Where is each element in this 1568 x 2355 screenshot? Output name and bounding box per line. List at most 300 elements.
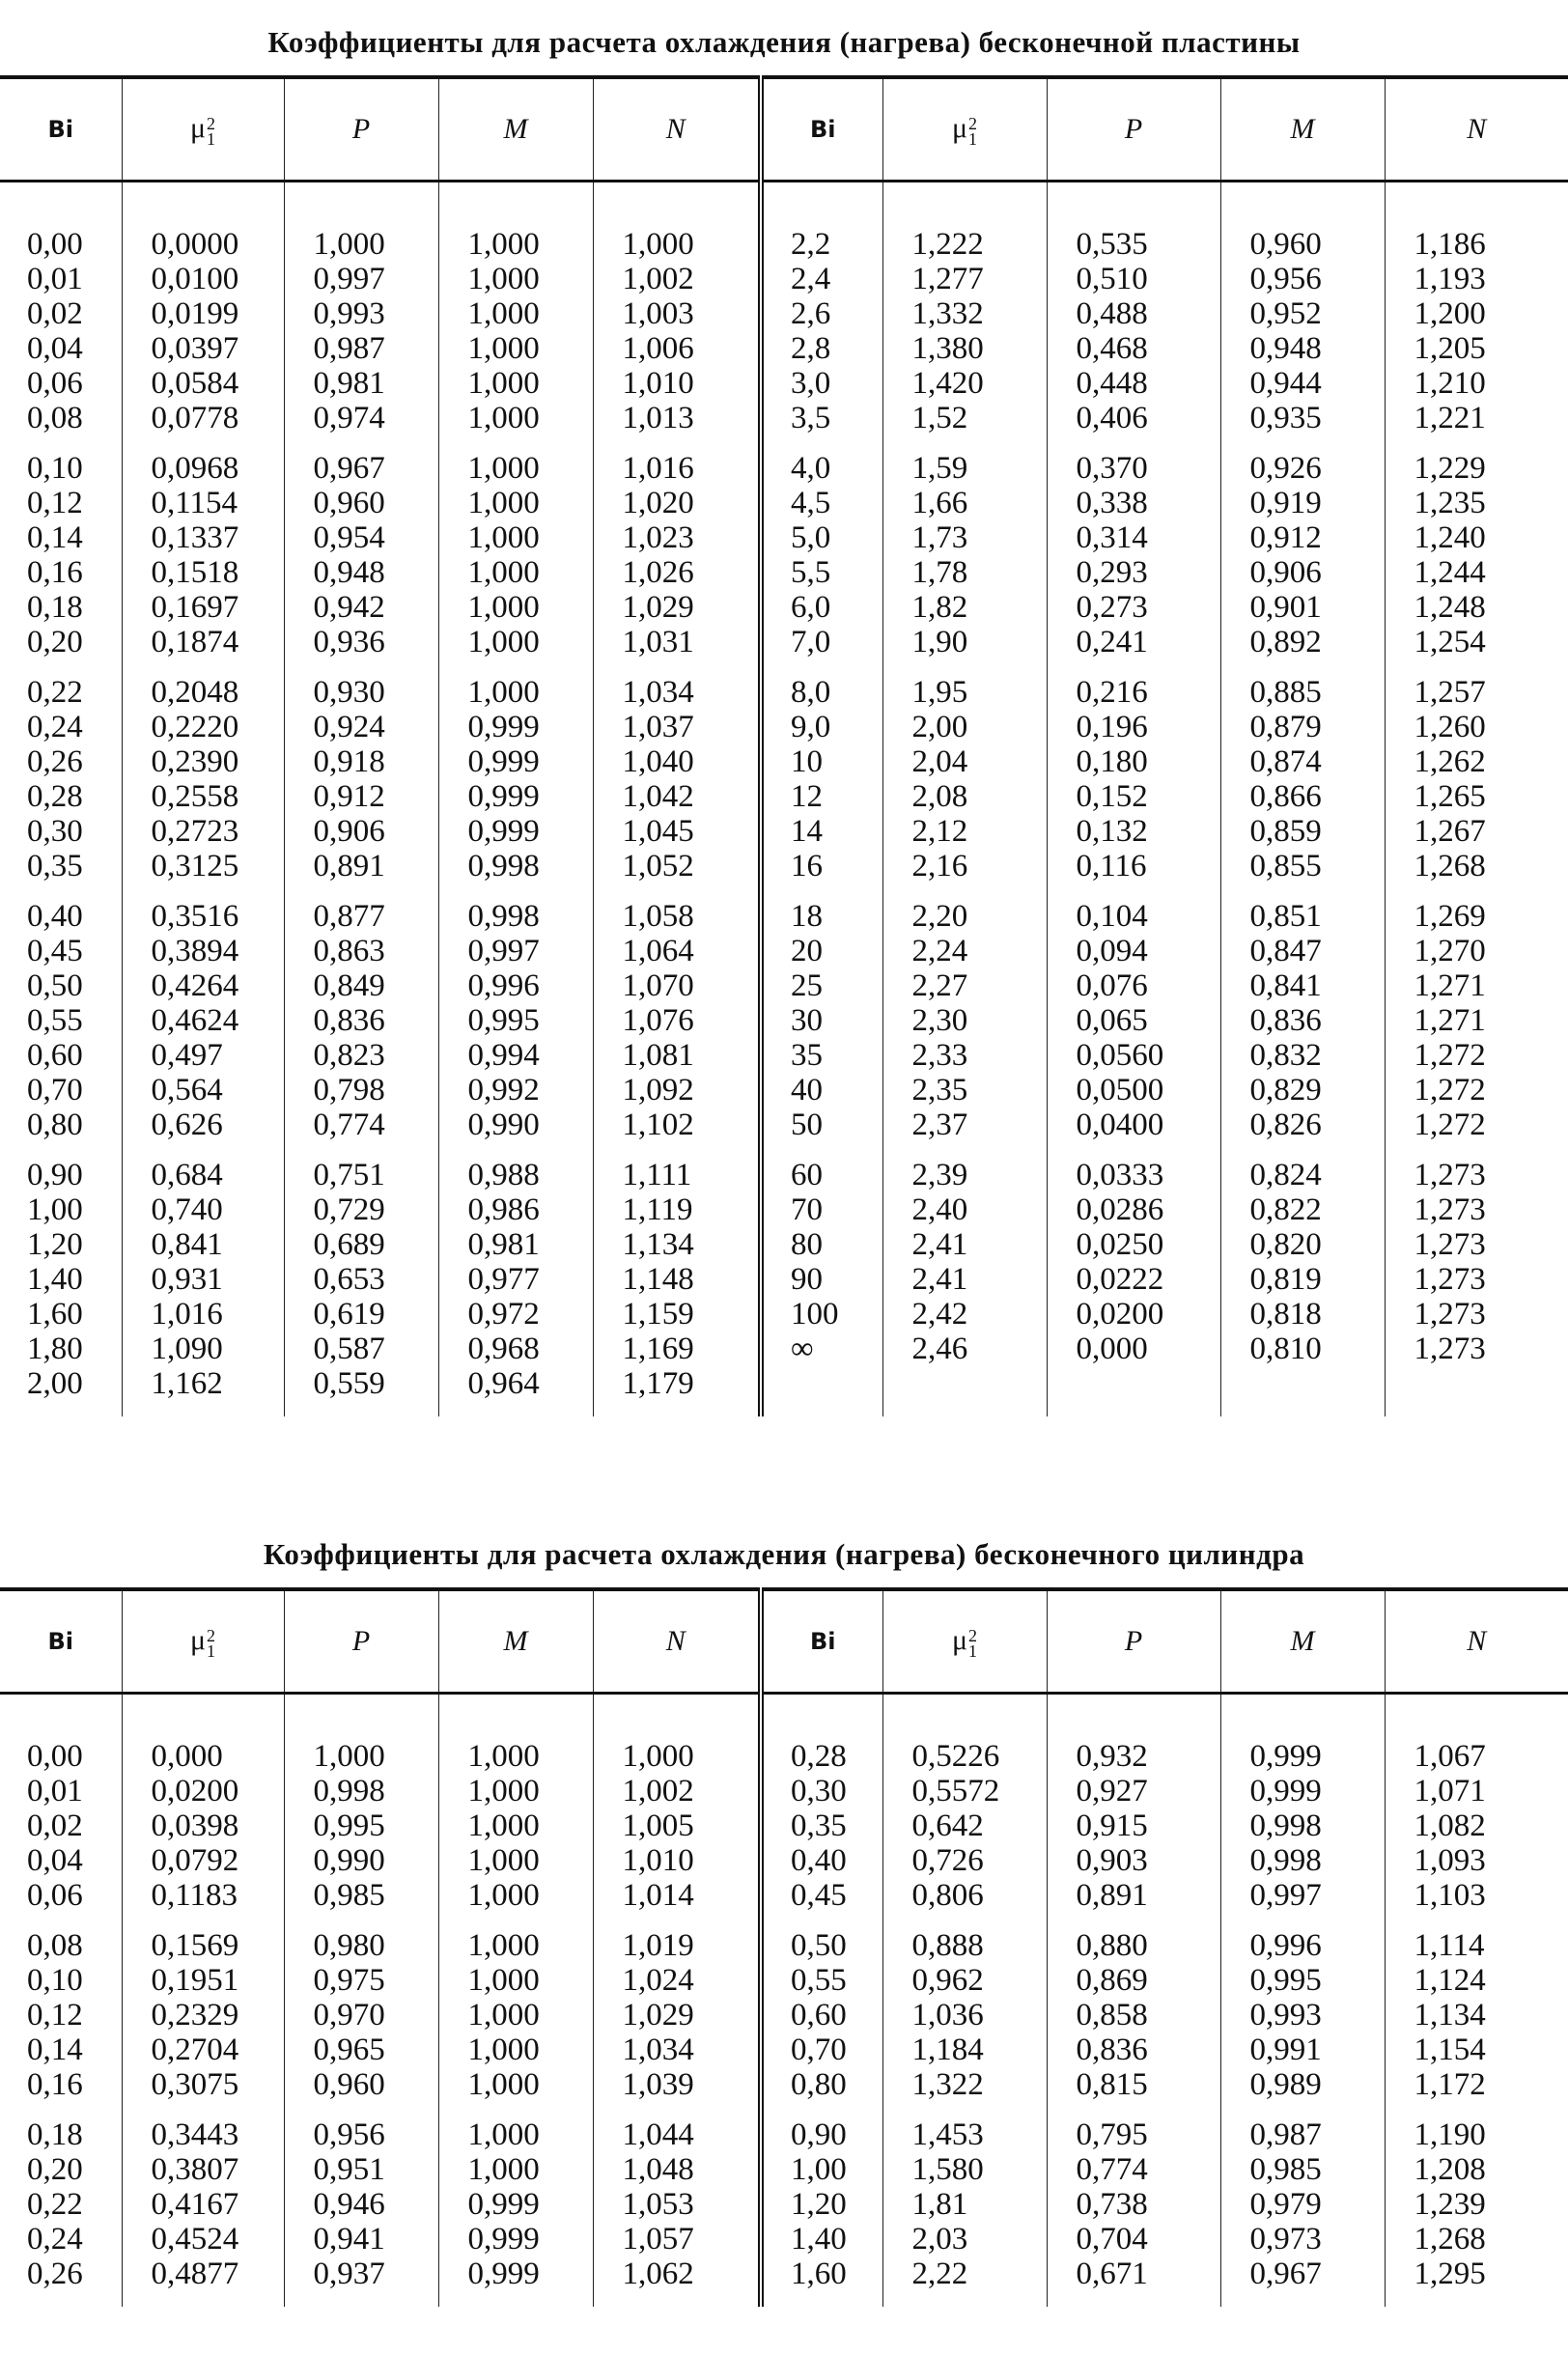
table-cell: 0,996 <box>1249 1928 1322 1963</box>
table-cell: 0,1697 <box>151 590 239 625</box>
plate-column-mu-left <box>122 227 284 1416</box>
table-cell: 0,55 <box>27 1003 83 1038</box>
table-cell: 0,948 <box>313 555 385 590</box>
table-cell: 1,268 <box>1414 849 1486 883</box>
table-cell: 0,990 <box>467 1107 540 1142</box>
table-cell: 0,01 <box>27 1774 83 1808</box>
plate-group-left-3 <box>623 899 759 1158</box>
plate-table-body <box>0 182 1568 1417</box>
table-cell: 0,930 <box>313 675 385 710</box>
table-cell: 0,14 <box>27 2033 83 2067</box>
table-cell: 0,22 <box>27 2187 83 2222</box>
plate-group-left-2 <box>623 675 759 899</box>
table-cell: 0,30 <box>791 1774 847 1808</box>
table-cell: 1,034 <box>622 675 694 710</box>
plate-header-m-left: M <box>438 77 593 182</box>
table-cell: 0,559 <box>313 1366 385 1401</box>
table-cell: 50 <box>791 1107 823 1142</box>
table-cell: 0,094 <box>1076 934 1148 968</box>
cylinder-group-left-2 <box>27 2117 122 2307</box>
table-cell: 0,0222 <box>1076 1262 1164 1297</box>
plate-data-row <box>0 227 1568 1416</box>
table-cell: 1,000 <box>467 2033 540 2067</box>
table-cell: 0,116 <box>1076 849 1147 883</box>
table-cell: 1,162 <box>151 1366 223 1401</box>
table-cell: 0,1951 <box>151 1963 239 1998</box>
table-cell: 0,906 <box>313 814 385 849</box>
cylinder-column-p-right <box>1047 1739 1220 2307</box>
table-cell: 0,999 <box>467 2222 540 2257</box>
table-cell: 1,60 <box>791 2257 847 2291</box>
table-cell: 1,20 <box>27 1227 83 1262</box>
table-cell: 1,239 <box>1414 2187 1486 2222</box>
table-cell: 1,092 <box>622 1073 694 1107</box>
table-cell: 1,058 <box>622 899 694 934</box>
table-cell: 0,000 <box>151 1739 223 1774</box>
table-cell: 0,956 <box>1249 262 1322 296</box>
table-cell: 1,010 <box>622 366 694 401</box>
table-cell: 0,196 <box>1076 710 1148 744</box>
cylinder-header-p-right: P <box>1047 1589 1220 1694</box>
table-cell: 1,269 <box>1414 899 1486 934</box>
table-cell: 0,975 <box>313 1963 385 1998</box>
table-cell: 1,159 <box>622 1297 694 1332</box>
table-cell: 0,06 <box>27 366 83 401</box>
plate-header-bi-right: Bi <box>761 77 882 182</box>
plate-group-left-4 <box>623 1158 759 1416</box>
table-cell: 0,0584 <box>151 366 239 401</box>
table-cell: 0,152 <box>1076 779 1148 814</box>
table-cell: 0,55 <box>791 1963 847 1998</box>
table-cell: 1,66 <box>911 486 968 520</box>
table-cell: 1,005 <box>622 1808 694 1843</box>
table-cell: 1,134 <box>622 1227 694 1262</box>
table-cell: 10 <box>791 744 823 779</box>
table-cell: 0,924 <box>313 710 385 744</box>
table-cell: 4,0 <box>791 451 831 486</box>
table-cell: 1,000 <box>467 555 540 590</box>
cylinder-header-n-right: N <box>1385 1589 1568 1694</box>
table-cell: 0,564 <box>151 1073 223 1107</box>
table-cell: 0,08 <box>27 1928 83 1963</box>
table-cell: 1,271 <box>1414 1003 1486 1038</box>
table-cell: 1,053 <box>622 2187 694 2222</box>
table-cell: 0,3516 <box>151 899 239 934</box>
table-cell: 0,50 <box>27 968 83 1003</box>
table-cell: 0,076 <box>1076 968 1148 1003</box>
table-cell: 0,885 <box>1249 675 1322 710</box>
table-cell: 2,27 <box>911 968 968 1003</box>
table-cell: 1,000 <box>467 625 540 659</box>
cylinder-group-right-1 <box>1077 1928 1220 2117</box>
table-cell: 2,37 <box>911 1107 968 1142</box>
plate-group-left-4 <box>152 1158 284 1416</box>
table-cell: 0,0398 <box>151 1808 239 1843</box>
table-cell: 1,093 <box>1414 1843 1486 1878</box>
plate-header-bi-left: Bi <box>0 77 122 182</box>
table-cell: 1,186 <box>1414 227 1486 262</box>
table-cell: 0,35 <box>27 849 83 883</box>
table-cell: 3,0 <box>791 366 831 401</box>
table-cell: 1,240 <box>1414 520 1486 555</box>
cylinder-column-p-left <box>284 1739 438 2307</box>
table-cell: 1,081 <box>622 1038 694 1073</box>
cylinder-table-header <box>0 1589 1568 1694</box>
table-cell: 2,39 <box>911 1158 968 1192</box>
table-cell: 1,000 <box>467 296 540 331</box>
table-cell: 2,03 <box>911 2222 968 2257</box>
table-cell: 1,000 <box>467 1739 540 1774</box>
table-cell: 0,960 <box>313 486 385 520</box>
table-cell: 0,0400 <box>1076 1107 1164 1142</box>
table-cell: 0,2329 <box>151 1998 239 2033</box>
table-cell: 3,5 <box>791 401 831 435</box>
table-cell: 0,946 <box>313 2187 385 2222</box>
plate-table-section <box>0 14 1568 1416</box>
plate-header-n-right: N <box>1385 77 1568 182</box>
table-cell: 0,689 <box>313 1227 385 1262</box>
cylinder-group-right-1 <box>1250 1928 1385 2117</box>
cylinder-column-m-right <box>1220 1739 1385 2307</box>
table-cell: 1,235 <box>1414 486 1486 520</box>
cylinder-group-right-2 <box>791 2117 882 2307</box>
table-cell: 0,932 <box>1076 1739 1148 1774</box>
plate-column-p-left <box>284 227 438 1416</box>
table-cell: 0,90 <box>27 1158 83 1192</box>
plate-group-right-0 <box>1414 227 1568 451</box>
table-cell: 0,926 <box>1249 451 1322 486</box>
table-cell: 1,272 <box>1414 1038 1486 1073</box>
table-cell: 1,019 <box>622 1928 694 1963</box>
table-cell: 0,991 <box>1249 2033 1322 2067</box>
table-cell: 1,000 <box>467 2067 540 2102</box>
table-cell: 5,5 <box>791 555 831 590</box>
table-cell: 0,0200 <box>151 1774 239 1808</box>
table-cell: 1,81 <box>911 2187 968 2222</box>
table-cell: 1,006 <box>622 331 694 366</box>
table-cell: 9,0 <box>791 710 831 744</box>
table-cell: 0,729 <box>313 1192 385 1227</box>
table-cell: 1,190 <box>1414 2117 1486 2152</box>
table-cell: 0,24 <box>27 2222 83 2257</box>
cylinder-group-right-0 <box>912 1739 1047 1928</box>
table-cell: 1,000 <box>467 1808 540 1843</box>
table-cell: ∞ <box>791 1332 814 1366</box>
table-cell: 0,70 <box>791 2033 847 2067</box>
cylinder-header-m-left: M <box>438 1589 593 1694</box>
table-cell: 2,20 <box>911 899 968 934</box>
table-cell: 1,322 <box>911 2067 984 2102</box>
table-cell: 1,076 <box>622 1003 694 1038</box>
table-cell: 0,370 <box>1076 451 1148 486</box>
table-cell: 0,26 <box>27 744 83 779</box>
table-cell: 1,000 <box>467 1963 540 1998</box>
table-cell: 0,10 <box>27 1963 83 1998</box>
table-cell: 1,154 <box>1414 2033 1486 2067</box>
table-cell: 1,064 <box>622 934 694 968</box>
table-cell: 0,912 <box>1249 520 1322 555</box>
table-cell: 1,024 <box>622 1963 694 1998</box>
table-cell: 0,970 <box>313 1998 385 2033</box>
table-cell: 35 <box>791 1038 823 1073</box>
table-cell: 0,45 <box>27 934 83 968</box>
table-cell: 0,960 <box>1249 227 1322 262</box>
table-cell: 80 <box>791 1227 823 1262</box>
table-cell: 0,937 <box>313 2257 385 2291</box>
table-cell: 1,111 <box>622 1158 692 1192</box>
plate-group-right-0 <box>1250 227 1385 451</box>
cylinder-header-mu-left: μ 2 1 <box>122 1589 284 1694</box>
table-cell: 0,22 <box>27 675 83 710</box>
table-cell: 2,42 <box>911 1297 968 1332</box>
table-cell: 0,28 <box>791 1739 847 1774</box>
table-cell: 0,24 <box>27 710 83 744</box>
table-cell: 0,901 <box>1249 590 1322 625</box>
table-cell: 1,000 <box>467 331 540 366</box>
table-cell: 0,0199 <box>151 296 239 331</box>
cylinder-group-left-0 <box>27 1739 122 1928</box>
table-cell: 0,832 <box>1249 1038 1322 1073</box>
table-cell: 0,948 <box>1249 331 1322 366</box>
table-cell: 0,80 <box>791 2067 847 2102</box>
table-cell: 0,0778 <box>151 401 239 435</box>
table-cell: 0,28 <box>27 779 83 814</box>
table-cell: 100 <box>791 1297 839 1332</box>
table-cell: 0,448 <box>1076 366 1148 401</box>
plate-table <box>0 75 1568 1416</box>
cylinder-group-right-1 <box>1414 1928 1568 2117</box>
plate-group-right-3 <box>1250 899 1385 1158</box>
table-cell: 0,619 <box>313 1297 385 1332</box>
table-cell: 0,892 <box>1249 625 1322 659</box>
table-cell: 0,981 <box>313 366 385 401</box>
table-cell: 0,1337 <box>151 520 239 555</box>
table-cell: 0,806 <box>911 1878 984 1913</box>
cylinder-table-title: Коэффициенты для расчета охлаждения (нагрева) бесконечного цилиндра <box>263 1537 1305 1571</box>
plate-group-left-0 <box>623 227 759 451</box>
table-cell: 0,879 <box>1249 710 1322 744</box>
table-cell: 1,082 <box>1414 1808 1486 1843</box>
table-cell: 6,0 <box>791 590 831 625</box>
table-cell: 0,4167 <box>151 2187 239 2222</box>
cylinder-column-n-right <box>1385 1739 1568 2307</box>
table-cell: 0,999 <box>467 814 540 849</box>
table-cell: 0,273 <box>1076 590 1148 625</box>
table-cell: 0,942 <box>313 590 385 625</box>
table-cell: 1,20 <box>791 2187 847 2222</box>
cylinder-table-section <box>0 1526 1568 2307</box>
table-cell: 0,2558 <box>151 779 239 814</box>
table-cell: 2,24 <box>911 934 968 968</box>
plate-group-left-2 <box>152 675 284 899</box>
cylinder-data-row <box>0 1739 1568 2307</box>
table-cell: 1,003 <box>622 296 694 331</box>
table-cell: 60 <box>791 1158 823 1192</box>
table-cell: 1,000 <box>467 227 540 262</box>
table-cell: 1,52 <box>911 401 968 435</box>
table-cell: 1,000 <box>467 401 540 435</box>
table-cell: 0,497 <box>151 1038 223 1073</box>
table-cell: 1,000 <box>467 1774 540 1808</box>
table-cell: 2,16 <box>911 849 968 883</box>
table-cell: 0,849 <box>313 968 385 1003</box>
plate-group-right-3 <box>912 899 1047 1158</box>
table-cell: 12 <box>791 779 823 814</box>
table-cell: 0,314 <box>1076 520 1148 555</box>
plate-column-mu-right <box>882 227 1047 1416</box>
table-cell: 0,874 <box>1249 744 1322 779</box>
table-cell: 1,208 <box>1414 2152 1486 2187</box>
table-cell: 0,989 <box>1249 2067 1322 2102</box>
table-cell: 1,453 <box>911 2117 984 2152</box>
table-cell: 0,065 <box>1076 1003 1148 1038</box>
table-cell: 0,795 <box>1076 2117 1148 2152</box>
table-cell: 0,35 <box>791 1808 847 1843</box>
table-cell: 0,16 <box>27 2067 83 2102</box>
table-cell: 0,981 <box>467 1227 540 1262</box>
table-cell: 0,4264 <box>151 968 239 1003</box>
table-cell: 0,0286 <box>1076 1192 1164 1227</box>
table-cell: 70 <box>791 1192 823 1227</box>
table-cell: 0,4624 <box>151 1003 239 1038</box>
table-cell: 0,964 <box>467 1366 540 1401</box>
table-cell: 0,751 <box>313 1158 385 1192</box>
table-cell: 0,836 <box>1076 2033 1148 2067</box>
plate-group-left-1 <box>314 451 438 675</box>
table-cell: 2,2 <box>791 227 831 262</box>
table-cell: 0,4877 <box>151 2257 239 2291</box>
cylinder-column-n-left <box>593 1739 761 2307</box>
table-cell: 0,20 <box>27 2152 83 2187</box>
table-cell: 0,180 <box>1076 744 1148 779</box>
table-cell: 0,998 <box>467 849 540 883</box>
plate-group-left-3 <box>27 899 122 1158</box>
plate-group-left-3 <box>152 899 284 1158</box>
table-cell: 1,134 <box>1414 1998 1486 2033</box>
table-cell: 0,993 <box>1249 1998 1322 2033</box>
table-cell: 1,270 <box>1414 934 1486 968</box>
table-cell: 1,000 <box>622 1739 694 1774</box>
plate-column-m-left <box>438 227 593 1416</box>
table-cell: 1,221 <box>1414 401 1486 435</box>
table-cell: 0,00 <box>27 1739 83 1774</box>
table-cell: 0,903 <box>1076 1843 1148 1878</box>
table-cell: 0,774 <box>313 1107 385 1142</box>
table-cell: 0,999 <box>467 2187 540 2222</box>
table-cell: 0,18 <box>27 2117 83 2152</box>
table-cell: 0,06 <box>27 1878 83 1913</box>
table-cell: 1,262 <box>1414 744 1486 779</box>
table-cell: 16 <box>791 849 823 883</box>
table-cell: 0,293 <box>1076 555 1148 590</box>
table-cell: 0,3807 <box>151 2152 239 2187</box>
table-cell: 1,045 <box>622 814 694 849</box>
cylinder-table-body <box>0 1694 1568 2308</box>
table-cell: 0,406 <box>1076 401 1148 435</box>
table-cell: 1,254 <box>1414 625 1486 659</box>
table-cell: 0,956 <box>313 2117 385 2152</box>
plate-column-bi-right <box>761 227 882 1416</box>
table-cell: 0,967 <box>1249 2257 1322 2291</box>
table-cell: 0,1518 <box>151 555 239 590</box>
table-cell: 1,60 <box>27 1297 83 1332</box>
table-cell: 0,0968 <box>151 451 239 486</box>
table-cell: 0,877 <box>313 899 385 934</box>
plate-group-left-3 <box>314 899 438 1158</box>
table-cell: 0,0560 <box>1076 1038 1164 1073</box>
table-cell: 0,535 <box>1076 227 1148 262</box>
cylinder-group-right-2 <box>912 2117 1047 2307</box>
table-cell: 0,997 <box>313 262 385 296</box>
table-cell: 0,998 <box>313 1774 385 1808</box>
table-cell: 1,002 <box>622 1774 694 1808</box>
table-cell: 0,3443 <box>151 2117 239 2152</box>
table-cell: 0,935 <box>1249 401 1322 435</box>
table-cell: 0,822 <box>1249 1192 1322 1227</box>
plate-group-right-1 <box>1250 451 1385 675</box>
table-cell: 1,40 <box>791 2222 847 2257</box>
table-cell: 0,998 <box>1249 1808 1322 1843</box>
table-cell: 0,993 <box>313 296 385 331</box>
table-cell: 1,014 <box>622 1878 694 1913</box>
cylinder-group-left-2 <box>314 2117 438 2307</box>
table-cell: 1,000 <box>467 486 540 520</box>
table-cell: 1,002 <box>622 262 694 296</box>
table-cell: 2,4 <box>791 262 831 296</box>
plate-header-mu-left: μ 2 1 <box>122 77 284 182</box>
table-cell: 1,00 <box>791 2152 847 2187</box>
table-cell: 0,241 <box>1076 625 1148 659</box>
plate-group-left-3 <box>468 899 593 1158</box>
table-cell: 0,891 <box>1076 1878 1148 1913</box>
table-cell: 1,273 <box>1414 1297 1486 1332</box>
table-cell: 2,00 <box>911 710 968 744</box>
table-cell: 0,684 <box>151 1158 223 1192</box>
table-cell: 0,132 <box>1076 814 1148 849</box>
cylinder-group-left-0 <box>623 1739 759 1928</box>
cylinder-group-right-0 <box>791 1739 882 1928</box>
table-cell: 1,273 <box>1414 1158 1486 1192</box>
table-cell: 0,888 <box>911 1928 984 1963</box>
plate-column-p-right <box>1047 227 1220 1416</box>
table-cell: 0,815 <box>1076 2067 1148 2102</box>
table-cell: 1,090 <box>151 1332 223 1366</box>
table-cell: 1,248 <box>1414 590 1486 625</box>
plate-group-left-0 <box>468 227 593 451</box>
table-cell: 0,954 <box>313 520 385 555</box>
table-cell: 0,998 <box>467 899 540 934</box>
plate-group-right-4 <box>791 1158 882 1382</box>
plate-column-m-right <box>1220 227 1385 1416</box>
table-cell: 18 <box>791 899 823 934</box>
table-cell: 1,267 <box>1414 814 1486 849</box>
table-cell: 0,30 <box>27 814 83 849</box>
table-cell: 0,987 <box>1249 2117 1322 2152</box>
cylinder-group-left-1 <box>152 1928 284 2117</box>
table-cell: 0,08 <box>27 401 83 435</box>
table-cell: 0,915 <box>1076 1808 1148 1843</box>
plate-column-bi-left <box>0 227 122 1416</box>
table-cell: 1,031 <box>622 625 694 659</box>
table-cell: 0,2220 <box>151 710 239 744</box>
plate-group-left-0 <box>27 227 122 451</box>
table-cell: 20 <box>791 934 823 968</box>
plate-group-left-2 <box>314 675 438 899</box>
table-cell: 2,8 <box>791 331 831 366</box>
table-cell: 0,931 <box>151 1262 223 1297</box>
table-cell: 1,95 <box>911 675 968 710</box>
table-cell: 1,000 <box>467 675 540 710</box>
